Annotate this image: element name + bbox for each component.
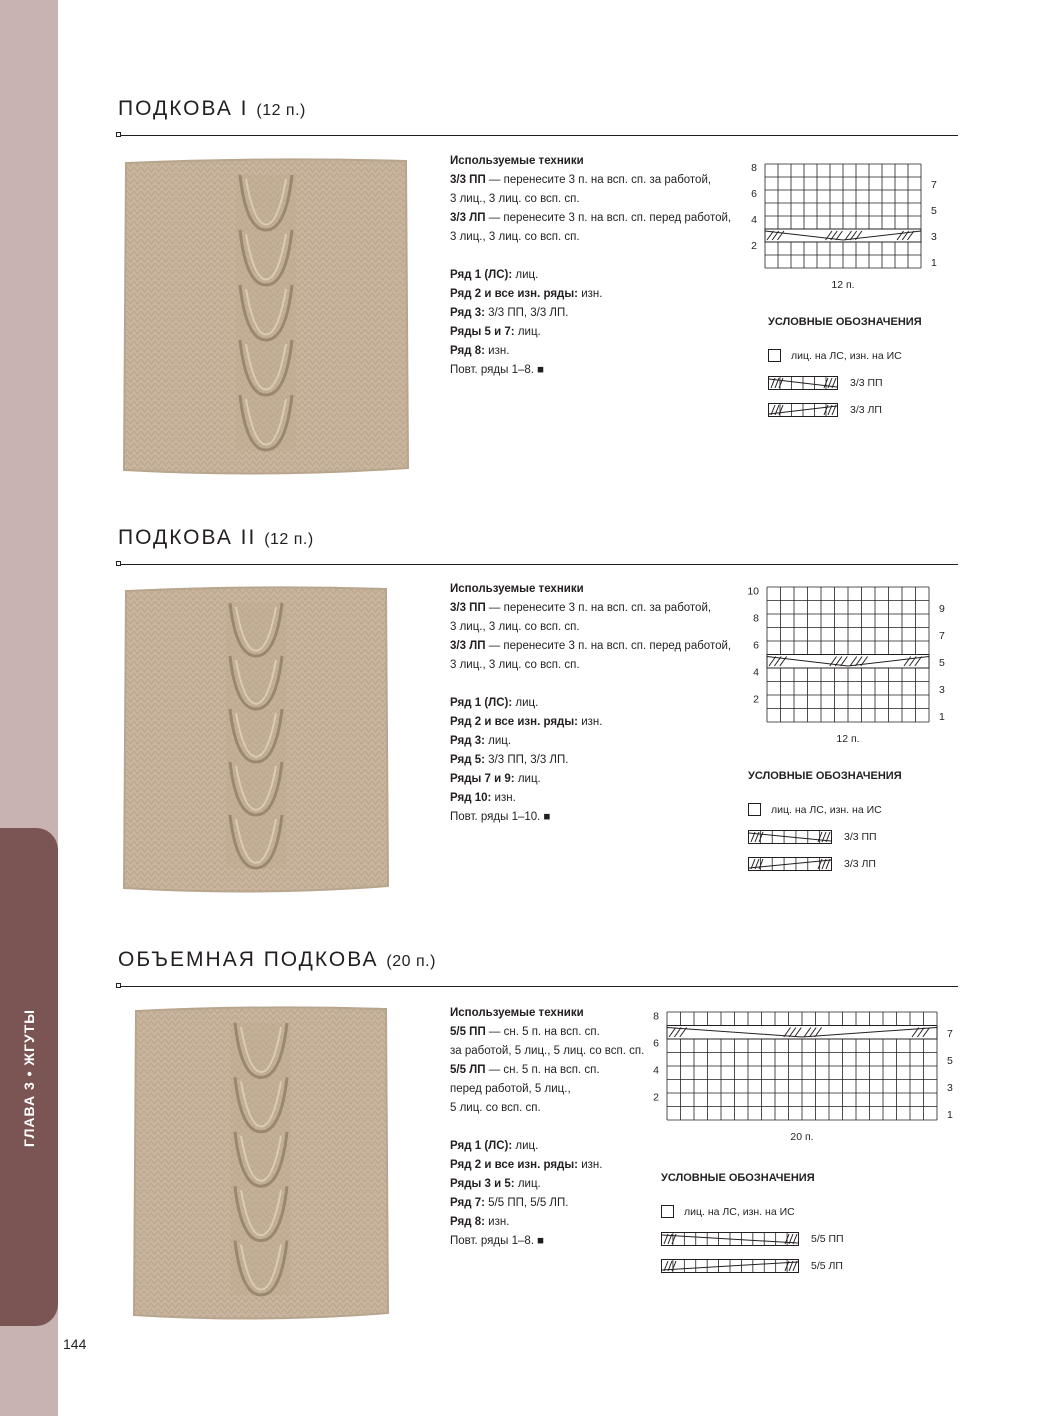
section-rule	[118, 564, 958, 565]
cable-left-icon	[768, 403, 838, 417]
row-instruction: Ряд 1 (ЛС): лиц.	[450, 697, 539, 709]
row-instruction: Ряд 3: лиц.	[450, 735, 512, 747]
chart-row-label: 9	[939, 602, 945, 615]
stitch-chart-3	[640, 1010, 970, 1155]
chapter-tab-label: ГЛАВА 3 • ЖГУТЫ	[21, 1009, 37, 1147]
technique-line: 5/5 ЛП — сн. 5 п. на всп. сп.	[450, 1064, 600, 1076]
row-instruction: Ряды 5 и 7: лиц.	[450, 326, 541, 338]
rule-marker	[116, 983, 121, 988]
instructions-2	[450, 580, 731, 827]
chart-grid	[640, 1010, 970, 1150]
row-instruction: Ряд 8: изн.	[450, 345, 510, 357]
legend-header: УСЛОВНЫЕ ОБОЗНАЧЕНИЯ	[661, 1172, 815, 1184]
section-title-text: ПОДКОВА I	[118, 97, 249, 120]
cable-left-icon	[661, 1259, 799, 1273]
cable-braid	[231, 1023, 291, 1295]
techniques-header: Используемые техники	[450, 155, 584, 167]
chart-row-label: 6	[751, 188, 757, 201]
chart-width-label: 12 п.	[836, 733, 860, 745]
cable-right-icon	[661, 1232, 799, 1246]
chart-grid	[740, 160, 960, 300]
techniques-header: Используемые техники	[450, 583, 584, 595]
chart-row-label: 3	[939, 683, 945, 696]
row-instruction: Ряды 7 и 9: лиц.	[450, 773, 541, 785]
legend-item: лиц. на ЛС, изн. на ИС	[768, 342, 922, 369]
section-title	[118, 97, 306, 121]
knitted-swatch-image	[120, 155, 412, 480]
knit-box-icon	[768, 349, 781, 362]
legend-item: лиц. на ЛС, изн. на ИС	[748, 796, 902, 823]
cable-row-symbol	[765, 229, 921, 242]
knitted-swatch-image	[120, 583, 392, 898]
legend-3	[661, 1172, 844, 1279]
swatch-photo-1	[120, 155, 412, 480]
chart-row-label: 8	[653, 1010, 659, 1023]
chart-row-label: 6	[653, 1037, 659, 1050]
technique-line: 3 лиц., 3 лиц. со всп. сп.	[450, 193, 580, 205]
technique-line: 3 лиц., 3 лиц. со всп. сп.	[450, 659, 580, 671]
section-title	[118, 526, 314, 550]
chart-row-label: 4	[751, 214, 757, 227]
instructions-3	[450, 1004, 644, 1251]
row-instruction: Ряд 3: 3/3 ПП, 3/3 ЛП.	[450, 307, 569, 319]
chart-row-label: 5	[931, 205, 937, 218]
section-stitch-count: (12 п.)	[256, 102, 306, 119]
cable-braid	[236, 175, 296, 450]
chart-row-label: 3	[931, 231, 937, 244]
cable-right-icon	[748, 830, 832, 844]
chart-row-label: 5	[939, 656, 945, 669]
chart-row-label: 5	[947, 1054, 953, 1067]
row-instruction: Ряды 3 и 5: лиц.	[450, 1178, 541, 1190]
technique-line: 3 лиц., 3 лиц. со всп. сп.	[450, 621, 580, 633]
chart-row-label: 8	[751, 162, 757, 175]
repeat-instruction: Повт. ряды 1–8. ■	[450, 1235, 545, 1247]
page-number: 144	[63, 1336, 87, 1352]
technique-line: 5/5 ПП — сн. 5 п. на всп. сп.	[450, 1026, 600, 1038]
swatch-photo-3	[130, 1003, 392, 1325]
chart-width-label: 12 п.	[831, 279, 855, 291]
cable-row-symbol	[667, 1026, 937, 1040]
chart-row-label: 7	[931, 179, 937, 192]
chart-row-label: 1	[939, 710, 945, 723]
chart-row-label: 3	[947, 1081, 953, 1094]
chart-row-label: 1	[947, 1108, 953, 1121]
row-instruction: Ряд 1 (ЛС): лиц.	[450, 269, 539, 281]
technique-line: за работой, 5 лиц., 5 лиц. со всп. сп.	[450, 1045, 645, 1057]
chart-row-label: 2	[653, 1091, 659, 1104]
legend-item: 5/5 ЛП	[661, 1252, 844, 1279]
row-instruction: Ряд 10: изн.	[450, 792, 516, 804]
technique-line: 3/3 ЛП — перенесите 3 п. на всп. сп. перед работой,	[450, 212, 732, 224]
techniques-header: Используемые техники	[450, 1007, 584, 1019]
chart-row-label: 1	[931, 257, 937, 270]
knit-box-icon	[661, 1205, 674, 1218]
chart-row-label: 8	[753, 612, 759, 625]
rule-marker	[116, 132, 121, 137]
technique-line: 5 лиц. со всп. сп.	[450, 1102, 541, 1114]
technique-line: перед работой, 5 лиц.,	[450, 1083, 571, 1095]
cable-row-symbol	[767, 655, 929, 669]
row-instruction: Ряд 2 и все изн. ряды: изн.	[450, 288, 603, 300]
chart-row-label: 10	[747, 585, 759, 598]
chart-grid	[740, 584, 960, 750]
chart-grid-lines	[765, 164, 921, 268]
chart-row-label: 7	[947, 1027, 953, 1040]
row-instruction: Ряд 2 и все изн. ряды: изн.	[450, 1159, 603, 1171]
cable-braid	[226, 603, 286, 868]
technique-line: 3/3 ПП — перенесите 3 п. на всп. сп. за работой,	[450, 602, 712, 614]
chart-row-label: 4	[653, 1064, 659, 1077]
stitch-chart-1	[740, 160, 960, 305]
section-title-text: ОБЪЕМНАЯ ПОДКОВА	[118, 948, 379, 971]
legend-item: 3/3 ПП	[748, 823, 902, 850]
rule-marker	[116, 561, 121, 566]
chart-row-label: 2	[753, 693, 759, 706]
repeat-instruction: Повт. ряды 1–10. ■	[450, 811, 551, 823]
legend-item: 3/3 ПП	[768, 369, 922, 396]
section-title	[118, 948, 436, 972]
row-instruction: Ряд 7: 5/5 ПП, 5/5 ЛП.	[450, 1197, 569, 1209]
row-instruction: Ряд 8: изн.	[450, 1216, 510, 1228]
legend-item: 5/5 ПП	[661, 1225, 844, 1252]
cable-right-icon	[768, 376, 838, 390]
legend-header: УСЛОВНЫЕ ОБОЗНАЧЕНИЯ	[748, 770, 902, 782]
knit-box-icon	[748, 803, 761, 816]
technique-line: 3 лиц., 3 лиц. со всп. сп.	[450, 231, 580, 243]
technique-line: 3/3 ПП — перенесите 3 п. на всп. сп. за работой,	[450, 174, 712, 186]
legend-item: 3/3 ЛП	[748, 850, 902, 877]
row-instruction: Ряд 5: 3/3 ПП, 3/3 ЛП.	[450, 754, 569, 766]
repeat-instruction: Повт. ряды 1–8. ■	[450, 364, 545, 376]
legend-1	[768, 316, 922, 423]
section-rule	[118, 135, 958, 136]
legend-header: УСЛОВНЫЕ ОБОЗНАЧЕНИЯ	[768, 316, 922, 328]
section-rule	[118, 986, 958, 987]
stitch-chart-2	[740, 584, 960, 755]
cable-left-icon	[748, 857, 832, 871]
chart-row-label: 6	[753, 639, 759, 652]
knitted-swatch-image	[130, 1003, 392, 1325]
legend-item: лиц. на ЛС, изн. на ИС	[661, 1198, 844, 1225]
chart-width-label: 20 п.	[790, 1131, 814, 1143]
legend-2	[748, 770, 902, 877]
instructions-1	[450, 152, 731, 380]
section-stitch-count: (20 п.)	[386, 953, 436, 970]
chart-row-label: 4	[753, 666, 759, 679]
chart-row-label: 2	[751, 240, 757, 253]
section-title-text: ПОДКОВА II	[118, 526, 257, 549]
section-stitch-count: (12 п.)	[264, 531, 314, 548]
row-instruction: Ряд 2 и все изн. ряды: изн.	[450, 716, 603, 728]
chart-row-label: 7	[939, 629, 945, 642]
row-instruction: Ряд 1 (ЛС): лиц.	[450, 1140, 539, 1152]
technique-line: 3/3 ЛП — перенесите 3 п. на всп. сп. перед работой,	[450, 640, 732, 652]
swatch-photo-2	[120, 583, 392, 898]
legend-item: 3/3 ЛП	[768, 396, 922, 423]
